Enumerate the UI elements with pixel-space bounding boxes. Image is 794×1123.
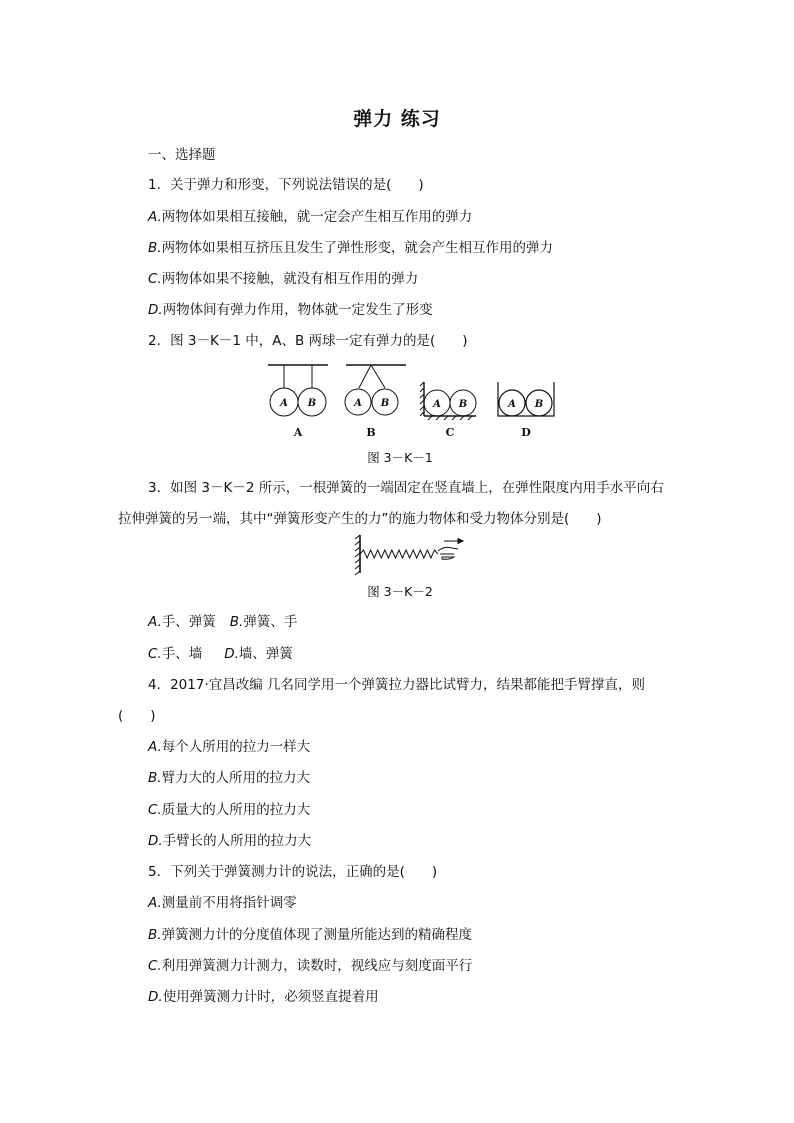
figure-caption-2: 图 3－K－2 xyxy=(367,584,433,599)
section-heading: 一、选择题 xyxy=(148,147,216,163)
q4-option-c: C.质量大的人所用的拉力大 xyxy=(148,802,311,818)
figure-label-a: A xyxy=(293,426,303,439)
q3-stem-line2: 拉伸弹簧的另一端，其中“弹簧形变产生的力”的施力物体和受力物体分别是( ) xyxy=(118,511,602,527)
ball-label-b: B xyxy=(458,399,468,410)
figure-label-d: D xyxy=(521,426,531,439)
q5-option-d: D.使用弹簧测力计时，必须竖直提着用 xyxy=(148,989,379,1005)
figure-3-k-2 xyxy=(350,532,470,576)
q1-stem: 1．关于弹力和形变，下列说法错误的是( ) xyxy=(148,177,424,193)
ball-label-b: B xyxy=(534,399,544,410)
q3-stem-line1: 3．如图 3－K－2 所示，一根弹簧的一端固定在竖直墙上，在弹性限度内用手水平向右 xyxy=(148,480,664,496)
q3-options-cd: C.手、墙 D.墙、弹簧 xyxy=(148,646,293,662)
q4-option-b: B.臂力大的人所用的拉力大 xyxy=(148,770,311,786)
q1-option-a: A.两物体如果相互接触，就一定会产生相互作用的弹力 xyxy=(148,209,473,225)
ball-label-b: B xyxy=(307,398,317,409)
figure-option-c xyxy=(420,382,476,420)
q4-option-a: A.每个人所用的拉力一样大 xyxy=(148,739,311,755)
figure-3-k-1 xyxy=(260,360,544,442)
ball-label-a: A xyxy=(508,399,516,410)
q5-option-b: B.弹簧测力计的分度值体现了测量所能达到的精确程度 xyxy=(148,927,473,943)
figure-option-a xyxy=(268,365,328,416)
figure-caption-1: 图 3－K－1 xyxy=(367,450,433,465)
ball-label-b: B xyxy=(380,398,390,409)
figure-label-c: C xyxy=(445,426,455,439)
page-title: 弹力 练习 xyxy=(353,108,441,130)
q4-option-d: D.手臂长的人所用的拉力大 xyxy=(148,833,312,849)
q1-option-c: C.两物体如果不接触，就没有相互作用的弹力 xyxy=(148,271,419,287)
q5-option-a: A.测量前不用将指针调零 xyxy=(148,895,297,911)
q1-option-b: B.两物体如果相互挤压且发生了弹性形变，就会产生相互作用的弹力 xyxy=(148,240,554,256)
q5-stem: 5．下列关于弹簧测力计的说法，正确的是( ) xyxy=(148,864,438,880)
figure-option-d xyxy=(498,382,554,416)
ball-label-a: A xyxy=(354,398,362,409)
q4-stem-line2: ( ) xyxy=(118,708,156,724)
hand-icon xyxy=(438,547,458,559)
q2-stem: 2．图 3－K－1 中，A、B 两球一定有弹力的是( ) xyxy=(148,333,468,349)
spring xyxy=(360,550,438,558)
ball-label-a: A xyxy=(280,398,288,409)
q5-option-c: C.利用弹簧测力计测力，读数时，视线应与刻度面平行 xyxy=(148,958,473,974)
ball-label-a: A xyxy=(433,399,441,410)
q4-stem-line1: 4．2017·宜昌改编 几名同学用一个弹簧拉力器比试臂力，结果都能把手臂撑直，则 xyxy=(148,677,646,693)
figure-label-b: B xyxy=(366,426,376,439)
q1-option-d: D.两物体间有弹力作用，物体就一定发生了形变 xyxy=(148,302,433,318)
q3-options-ab: A.手、弹簧 B.弹簧、手 xyxy=(148,614,298,630)
